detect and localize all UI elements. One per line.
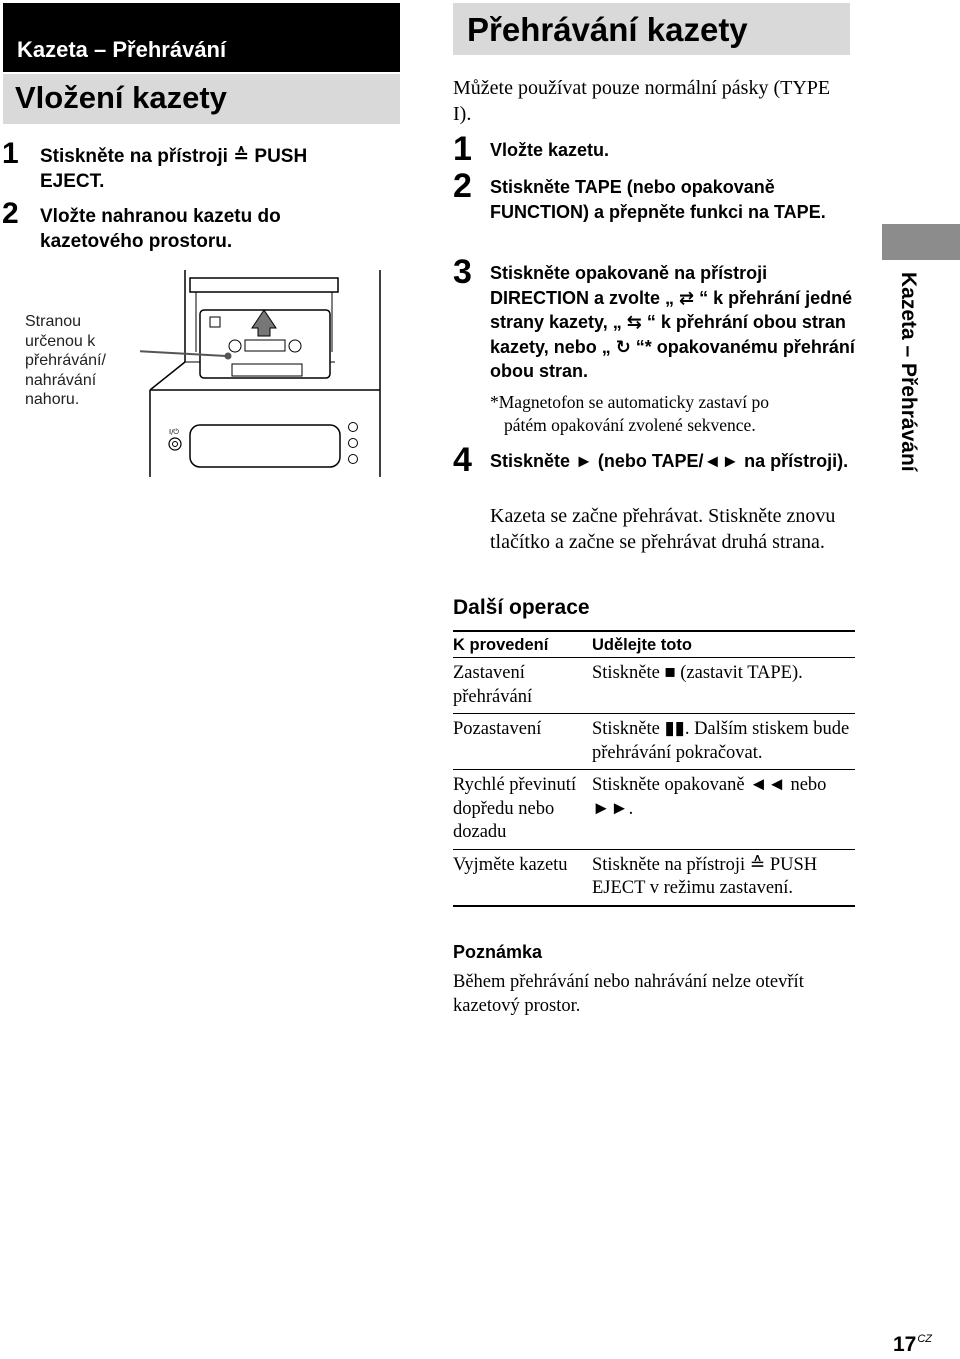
column-header-action: K provedení	[453, 631, 592, 658]
step-number: 3	[453, 253, 472, 291]
step-number: 1	[2, 137, 19, 170]
step-number: 2	[453, 167, 472, 205]
cell-how: Stiskněte na přístroji ≙ PUSH EJECT v režimu zastavení.	[592, 849, 855, 906]
step-text: Vložte nahranou kazetu do kazetového prostoru.	[40, 206, 281, 252]
step-number: 1	[453, 130, 472, 168]
intro-text: Můžete používat pouze normální pásky (TYPE I).	[453, 77, 831, 125]
page-number-suffix: CZ	[917, 1333, 933, 1345]
table-row	[453, 849, 855, 906]
footnote-line-2: pátém opakování zvolené sekvence.	[504, 415, 756, 435]
footnote	[490, 391, 850, 437]
cell-how: Stiskněte opakovaně ◄◄ nebo ►►.	[592, 770, 855, 850]
cell-how: Stiskněte ■ (zastavit TAPE).	[592, 658, 855, 714]
step-number: 4	[453, 441, 472, 479]
step-text: Stiskněte opakovaně na přístroji DIRECTION a zvolte „ ⇄ “ k přehrání jedné strany kazety, „ ⇆ “ k přehrání obou stran kazety, nebo „ ↻ “* opakovanému přehrání obou stran.	[490, 263, 855, 381]
table-header-row	[453, 631, 855, 658]
side-tab-text: Kazeta – Přehrávání	[897, 272, 920, 472]
cell-action: Zastavení přehrávání	[453, 658, 592, 714]
note-heading: Poznámka	[453, 942, 543, 962]
operations-table	[453, 630, 855, 907]
page-number	[893, 1333, 932, 1357]
footnote-line-1: *Magnetofon se automaticky zastaví po	[490, 392, 769, 412]
note-text: Během přehrávání nebo nahrávání nelze otevřít kazetový prostor.	[453, 972, 804, 1016]
cassette-deck-illustration	[140, 262, 385, 480]
cell-how: Stiskněte ▮▮. Dalším stiskem bude přehrávání pokračovat.	[592, 714, 855, 770]
illustration-callout: Stranou určenou k přehrávání/ nahrávání nahoru.	[25, 313, 106, 408]
result-text: Kazeta se začne přehrávat. Stiskněte znovu tlačítko a začne se přehrávat druhá strana.	[490, 505, 836, 553]
table-row	[453, 770, 855, 850]
side-tab-label	[895, 272, 925, 512]
cell-action: Pozastavení	[453, 714, 592, 770]
step-text: Stiskněte TAPE (nebo opakovaně FUNCTION) a přepněte funkci na TAPE.	[490, 177, 826, 222]
step-number: 2	[2, 197, 19, 230]
side-tab-marker	[882, 224, 960, 260]
column-header-how: Udělejte toto	[592, 631, 855, 658]
section-header: Kazeta – Přehrávání	[3, 3, 400, 72]
step-text: Stiskněte na přístroji ≙ PUSH EJECT.	[40, 146, 308, 192]
table-row	[453, 658, 855, 714]
cell-action: Vyjměte kazetu	[453, 849, 592, 906]
table-row	[453, 714, 855, 770]
page-number-value: 17	[893, 1333, 917, 1356]
page-title: Přehrávání kazety	[453, 3, 850, 55]
svg-text:I/⏻: I/⏻	[169, 428, 179, 436]
cell-action: Rychlé převinutí dopředu nebo dozadu	[453, 770, 592, 850]
step-text: Stiskněte ► (nebo TAPE/◄► na přístroji).	[490, 451, 849, 471]
operations-heading: Další operace	[453, 596, 590, 619]
step-text: Vložte kazetu.	[490, 140, 610, 160]
section-title: Vložení kazety	[3, 74, 400, 124]
